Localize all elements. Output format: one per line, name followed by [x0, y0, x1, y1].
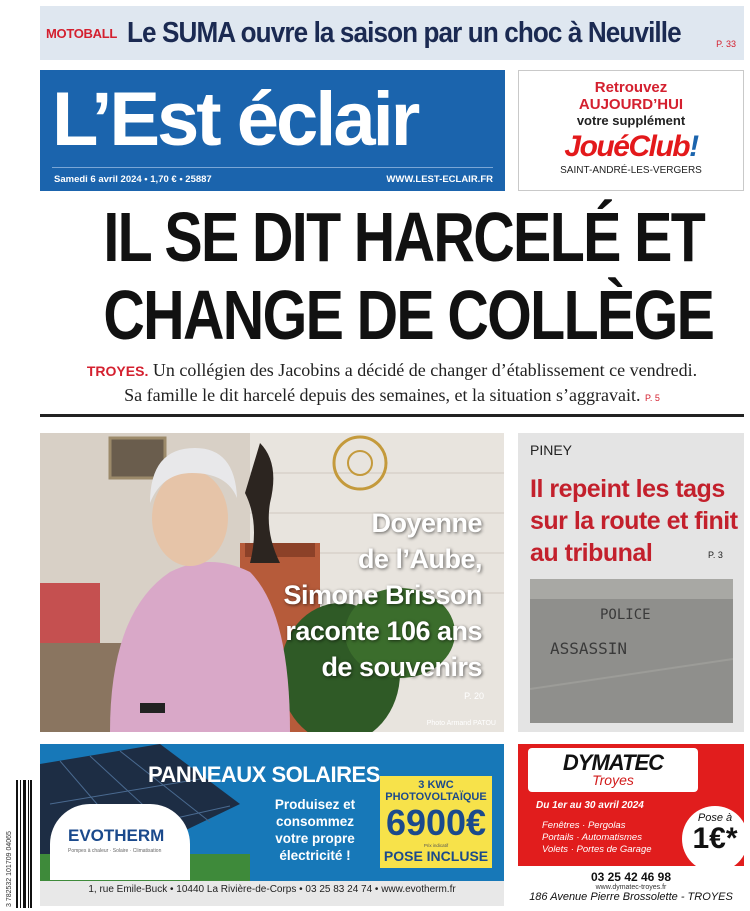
side-story[interactable]: [518, 433, 744, 732]
dymatec-items: Fenêtres · Pergolas Portails · Automatismes Volets · Portes de Garage: [542, 820, 652, 855]
solar-ad[interactable]: [40, 744, 504, 906]
road-tag-1: POLICE: [600, 607, 651, 623]
headline-line-1: IL SE DIT HARCELÉ ET: [103, 198, 705, 276]
website-link[interactable]: WWW.LEST-ECLAIR.FR: [386, 174, 493, 185]
dymatec-item: Pergolas: [587, 820, 626, 831]
section-divider: [40, 414, 744, 417]
evotherm-name: EVOTHERM: [68, 826, 165, 845]
dymatec-ad[interactable]: [518, 744, 744, 906]
dymatec-item: Volets: [542, 844, 569, 855]
solar-ad-body: Produisez et consommez votre propre électricité !: [274, 797, 356, 863]
photo-story[interactable]: [40, 433, 504, 732]
dymatec-item: Automatismes: [581, 832, 642, 843]
lede-line-2: Sa famille le dit harcelé depuis des semaines, et la situation s’aggravait.: [124, 385, 641, 405]
evotherm-tagline: Pompes à chaleur · Solaire · Climatisation: [68, 848, 162, 854]
solar-ad-address: 1, rue Emile-Buck • 10440 La Rivière-de-Corps • 03 25 83 24 74 • www.evotherm.fr: [88, 884, 456, 895]
top-banner-kicker: MOTOBALL: [46, 25, 118, 41]
dymatec-site: www.dymatec-troyes.fr: [595, 884, 667, 891]
dymatec-phone: 03 25 42 46 98: [590, 870, 672, 884]
side-story-headline: Il repeint les tags sur la route et finit au tribunal: [530, 475, 738, 567]
dymatec-price-badge: [682, 806, 744, 872]
brand-part-b: Club: [628, 130, 690, 163]
main-lede: [40, 358, 744, 410]
dymatec-brand: DYMATEC: [562, 750, 664, 775]
caption-line: Simone Brisson: [283, 580, 482, 610]
side-story-kicker: PINEY: [530, 442, 573, 458]
evotherm-logo: [50, 804, 190, 880]
promo-line-2: AUJOURD’HUI: [578, 96, 684, 113]
jouet-club-logo: [519, 130, 743, 164]
main-headline[interactable]: [103, 198, 714, 354]
masthead: [40, 70, 505, 191]
side-story-page: P. 3: [708, 550, 723, 560]
headline-line-2: CHANGE DE COLLÈGE: [103, 276, 714, 354]
dymatec-footer: [518, 866, 744, 906]
caption-line: de l’Aube,: [357, 544, 482, 574]
promo-location: SAINT-ANDRÉ-LES-VERGERS: [560, 165, 702, 176]
solar-price-box: [380, 776, 492, 868]
dymatec-sub: Troyes: [592, 772, 634, 788]
dymatec-dates: Du 1er au 30 avril 2024: [536, 800, 644, 811]
dymatec-logo: [528, 748, 698, 792]
promo-line-1: Retrouvez: [594, 79, 668, 96]
brand-mark: !: [689, 130, 698, 163]
caption-line: raconte 106 ans: [285, 616, 482, 646]
top-banner-page: P. 33: [716, 39, 736, 49]
lede-page: P. 5: [644, 393, 660, 403]
caption-line: de souvenirs: [321, 652, 482, 682]
top-banner-headline[interactable]: Le SUMA ouvre la saison par un choc à Neuville: [127, 16, 681, 49]
dymatec-item: Fenêtres: [542, 820, 580, 831]
solar-ad-title: PANNEAUX SOLAIRES: [148, 762, 380, 787]
dymatec-item: Portes de Garage: [576, 844, 652, 855]
supplement-promo[interactable]: [518, 70, 744, 191]
dymatec-address: 186 Avenue Pierre Brossolette - TROYES: [529, 891, 733, 903]
lede-city: TROYES.: [86, 363, 149, 379]
road-photo: [530, 579, 733, 723]
solar-price: 6900€: [385, 802, 487, 843]
solar-price-note: Prix indicatif: [423, 843, 449, 848]
lede-line-1: Un collégien des Jacobins a décidé de changer d’établissement ce vendredi.: [152, 360, 698, 380]
promo-line-3: votre supplément: [576, 113, 686, 128]
pose-price: 1€*: [692, 822, 738, 855]
masthead-divider: [52, 167, 493, 168]
photo-story-page: P. 20: [464, 691, 484, 701]
road-tag-2: ASSASSIN: [550, 639, 628, 658]
masthead-logo: L’Est éclair: [52, 77, 418, 162]
pose-label: Pose à: [697, 812, 733, 824]
issue-line: Samedi 6 avril 2024 • 1,70 € • 25887: [54, 174, 212, 185]
caption-line: Doyenne: [371, 508, 482, 538]
photo-caption: [252, 505, 482, 685]
photo-credit: Photo Armand PATOU: [426, 720, 496, 727]
solar-price-sub: POSE INCLUSE: [383, 848, 489, 864]
barcode-number: 3 782532 101709 04065: [6, 831, 13, 907]
dymatec-item: Portails: [542, 832, 574, 843]
solar-panel-bg: [40, 744, 504, 881]
top-banner[interactable]: [40, 6, 744, 60]
solar-kwc: 3 KWC PHOTOVOLTAÏQUE: [385, 779, 487, 803]
brand-part-a: Joué: [564, 130, 629, 163]
